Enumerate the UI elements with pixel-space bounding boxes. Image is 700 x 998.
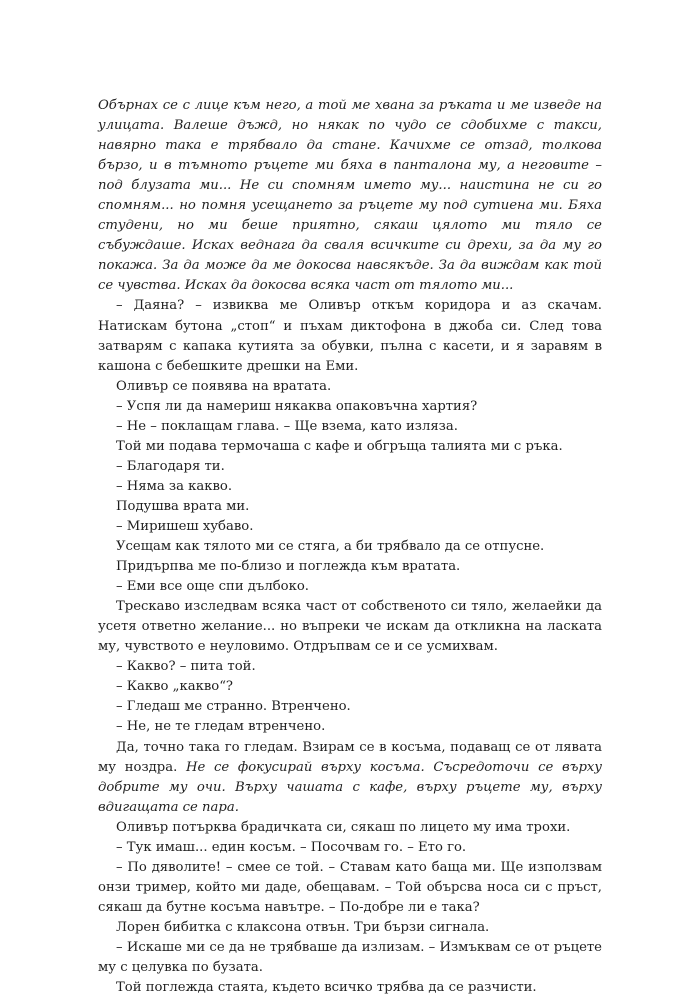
paragraph bbox=[98, 296, 602, 376]
text-run: – Не, не те гледам втренчено. bbox=[116, 719, 326, 735]
paragraph bbox=[98, 477, 602, 497]
text-run: Оливър потърква брадичката си, сякаш по лицето му има трохи. bbox=[116, 819, 571, 835]
text-run: Трескаво изследвам всяка част от собственото си тяло, желаейки да усетя ответно желание... но въпреки че искам да откликна на ласката му, чувството е неуловимо. Отдръпвам се и се усмихвам. bbox=[98, 599, 602, 655]
paragraph bbox=[98, 818, 602, 838]
paragraph bbox=[98, 738, 602, 818]
italic-text: Обърнах се с лице към него, а той ме хвана за ръката и ме изведе на улицата. Валеше дъжд, но някак по чудо се сдобихме с такси, навярно така е трябвало да стане. Качихме се отзад, толкова бързо, и в тъмното ръцете ми бяха в панталона му, а неговите – под блузата ми... Не си спомням името му... наистина не си го спомням... но помня усещането за ръцете му под сутиена ми. Бяха студени, но ми беше приятно, сякаш цялото ми тяло се събуждаше. Исках веднага да сваля всичките си дрехи, за да му го покажа. За да може да ме докосва навсякъде. За да виждам как той се чувства. Исках да докосва всяка част от тялото ми... bbox=[98, 98, 602, 294]
text-run: – Гледаш ме странно. Втренчено. bbox=[116, 699, 351, 715]
text-run: – Искаше ми се да не трябваше да излизам. – Измъквам се от ръцете му с целувка по бузата. bbox=[98, 939, 602, 976]
paragraph bbox=[98, 437, 602, 457]
paragraph bbox=[98, 918, 602, 938]
paragraph bbox=[98, 457, 602, 477]
paragraph bbox=[98, 697, 602, 717]
paragraph bbox=[98, 717, 602, 737]
paragraph bbox=[98, 838, 602, 858]
text-run: Придърпва ме по-близо и поглежда към вратата. bbox=[116, 559, 461, 575]
text-run: Лорен бибитка с клаксона отвън. Три бързи сигнала. bbox=[116, 919, 490, 935]
italic-text: Не се фокусирай върху косъма. Съсредоточи се върху добрите му очи. Върху чашата с кафе, върху ръцете му, върху вдигащата се пара. bbox=[98, 759, 602, 815]
text-run: Той поглежда стаята, където всичко трябва да се разчисти. bbox=[116, 980, 537, 996]
text-run: – Еми все още спи дълбоко. bbox=[116, 579, 309, 595]
paragraph bbox=[98, 537, 602, 557]
paragraph bbox=[98, 677, 602, 697]
paragraph bbox=[98, 858, 602, 918]
text-run: – Успя ли да намериш някаква опаковъчна хартия? bbox=[116, 398, 478, 414]
text-run: Той ми подава термочаша с кафе и обгръща талията ми с ръка. bbox=[116, 438, 563, 454]
paragraph bbox=[98, 417, 602, 437]
text-run: Подушва врата ми. bbox=[116, 498, 250, 514]
paragraph bbox=[98, 557, 602, 577]
text-run: Усещам как тялото ми се стяга, а би трябвало да се отпусне. bbox=[116, 539, 545, 555]
paragraph bbox=[98, 657, 602, 677]
paragraph bbox=[98, 497, 602, 517]
text-run: – Какво „какво“? bbox=[116, 679, 234, 695]
text-run: – Няма за какво. bbox=[116, 478, 233, 494]
text-run: – Даяна? – извиква ме Оливър откъм коридора и аз скачам. Натискам бутона „стоп“ и пъхам диктофона в джоба си. След това затварям с капака кутията за обувки, пълна с касети, и я заравям в кашона с бебешките дрешки на Еми. bbox=[98, 298, 602, 374]
paragraph bbox=[98, 978, 602, 998]
text-run: – Тук имаш... един косъм. – Посочвам го. – Ето го. bbox=[116, 839, 467, 855]
text-run: Да, точно така го гледам. Взирам се в косъма, подаващ се от лявата му ноздра. bbox=[98, 739, 602, 775]
text-run: – По дяволите! – смее се той. – Ставам като баща ми. Ще използвам онзи тример, който ми даде, обещавам. – Той обърсва носа си с пръст, сякаш да бутне косъма навътре. – По-добре ли е така? bbox=[98, 859, 602, 915]
paragraph bbox=[98, 377, 602, 397]
text-run: – Благодаря ти. bbox=[116, 458, 225, 474]
text-run: – Какво? – пита той. bbox=[116, 659, 256, 675]
paragraph bbox=[98, 938, 602, 978]
text-run: – Не – поклащам глава. – Ще взема, като изляза. bbox=[116, 418, 458, 434]
paragraph bbox=[98, 96, 602, 296]
text-run: Оливър се появява на вратата. bbox=[116, 378, 332, 394]
paragraph bbox=[98, 517, 602, 537]
paragraph bbox=[98, 577, 602, 597]
paragraph bbox=[98, 397, 602, 417]
text-run: – Миришеш хубаво. bbox=[116, 518, 254, 534]
paragraph bbox=[98, 597, 602, 657]
body-text bbox=[98, 96, 602, 998]
